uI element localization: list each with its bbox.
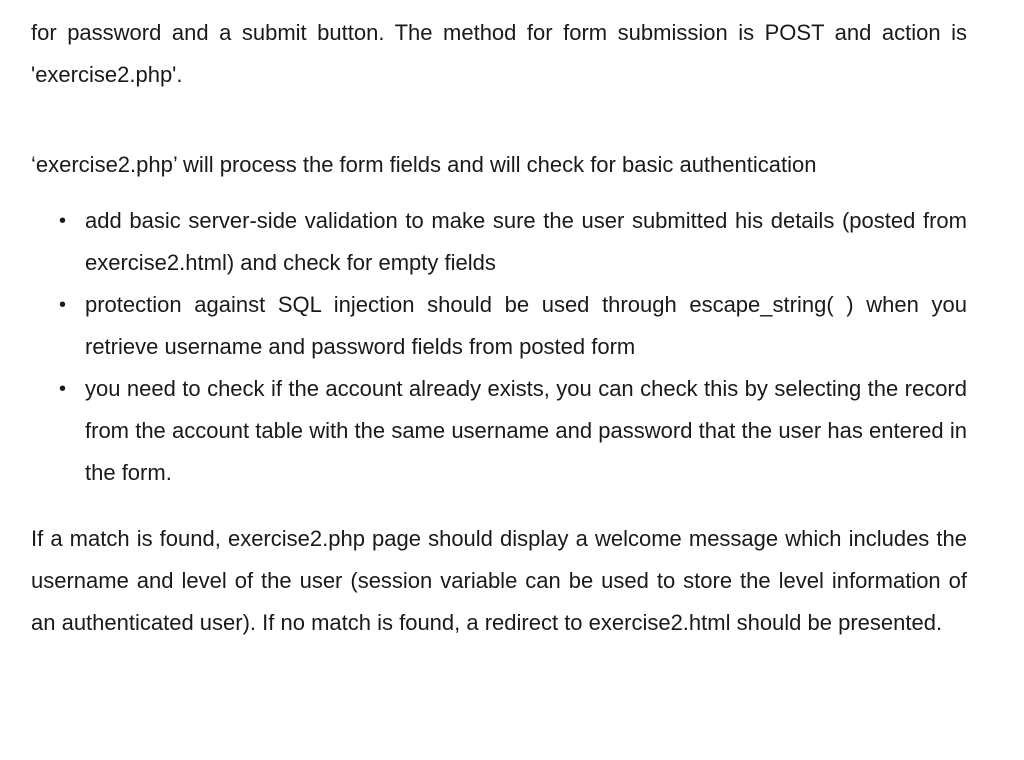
list-item-text: you need to check if the account already exists, you can check this by selecting the record from the account table with the same username and password that the user has entered in the form. bbox=[85, 376, 967, 485]
intro-paragraph: for password and a submit button. The method for form submission is POST and action is 'exercise2.php'. bbox=[31, 20, 967, 87]
list-item-text: add basic server-side validation to make sure the user submitted his details (posted from exercise2.html) and check for empty fields bbox=[85, 208, 967, 275]
list-item bbox=[31, 368, 967, 494]
list-item bbox=[31, 284, 967, 368]
list-item bbox=[31, 200, 967, 284]
bullet-icon: • bbox=[59, 210, 67, 232]
bullet-icon: • bbox=[59, 378, 67, 400]
bullet-icon: • bbox=[59, 294, 67, 316]
final-paragraph: If a match is found, exercise2.php page should display a welcome message which includes the username and level of the user (session variable can be used to store the level information of an authenticated user). If no match is found, a redirect to exercise2.html should be presented. bbox=[31, 526, 967, 635]
requirements-list bbox=[31, 200, 967, 494]
lead-paragraph: ‘exercise2.php’ will process the form fields and will check for basic authentication bbox=[31, 152, 817, 177]
document-page bbox=[31, 12, 967, 644]
list-item-text: protection against SQL injection should be used through escape_string( ) when you retrieve username and password fields from posted form bbox=[85, 292, 967, 359]
